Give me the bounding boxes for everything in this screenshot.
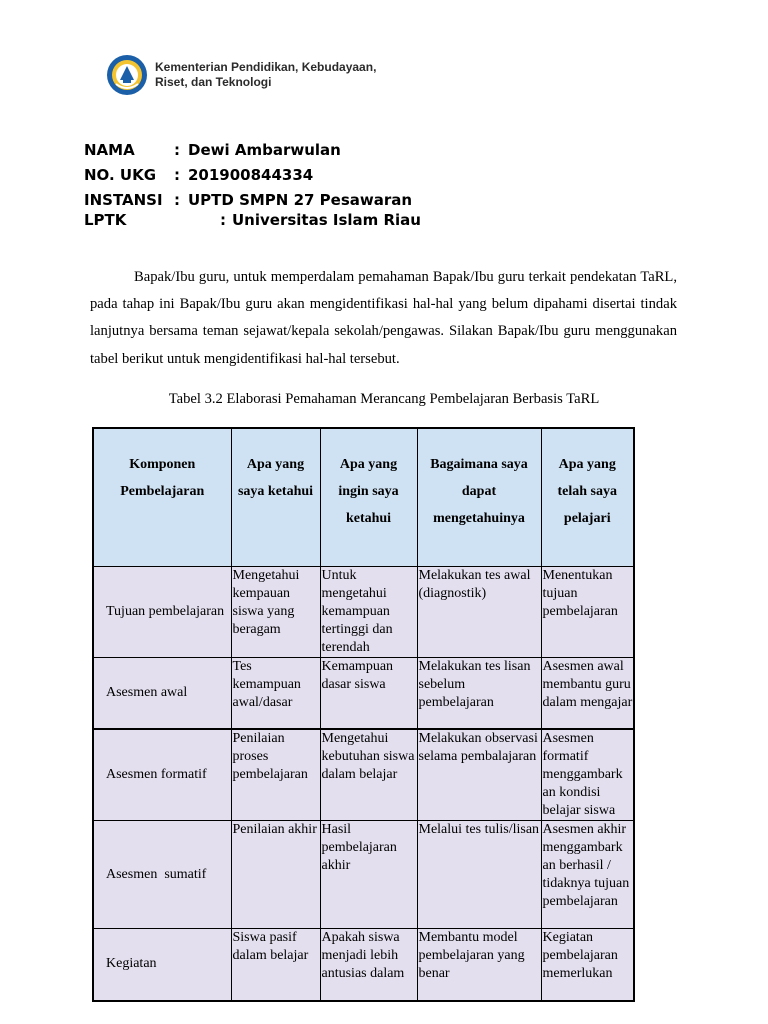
table-row bbox=[93, 929, 634, 1001]
ukg-value: 201900844334 bbox=[188, 166, 314, 184]
table-cell: Kegiatan bbox=[93, 929, 231, 1001]
header-komponen: Komponen Pembelajaran bbox=[93, 428, 231, 566]
table-cell: Penilaian akhir bbox=[231, 821, 320, 929]
colon: : bbox=[174, 166, 180, 184]
table-cell: Mengetahui kempauan siswa yang beragam bbox=[231, 566, 320, 657]
nama-label: NAMA bbox=[84, 141, 135, 159]
table-cell: Asesmen formatif menggambark an kondisi belajar siswa bbox=[541, 729, 634, 821]
instansi-value: UPTD SMPN 27 Pesawaran bbox=[188, 191, 413, 209]
header-apa-ingin-diketahui: Apa yang ingin saya ketahui bbox=[320, 428, 417, 566]
table-cell: Melakukan tes awal (diagnostik) bbox=[417, 566, 541, 657]
table-cell: Apakah siswa menjadi lebih antusias dalam bbox=[320, 929, 417, 1001]
table-caption: Tabel 3.2 Elaborasi Pemahaman Merancang Pembelajaran Berbasis TaRL bbox=[168, 391, 600, 407]
header-apa-dipelajari: Apa yang telah saya pelajari bbox=[541, 428, 634, 566]
header-apa-diketahui: Apa yang saya ketahui bbox=[231, 428, 320, 566]
ministry-name-line2: Riset, dan Teknologi bbox=[155, 75, 272, 89]
nama-value: Dewi Ambarwulan bbox=[188, 141, 341, 159]
instansi-label: INSTANSI bbox=[84, 191, 163, 209]
ministry-name-line1: Kementerian Pendidikan, Kebudayaan, bbox=[155, 60, 377, 74]
table-cell: Tujuan pembelajaran bbox=[93, 566, 231, 657]
tarl-table bbox=[92, 427, 635, 1002]
table-cell: Untuk mengetahui kemampuan tertinggi dan terendah bbox=[320, 566, 417, 657]
table-cell: Asesmen awal bbox=[93, 657, 231, 729]
table-row bbox=[93, 657, 634, 729]
table-cell: Penilaian proses pembelajaran bbox=[231, 729, 320, 821]
table-cell: Kegiatan pembelajaran memerlukan bbox=[541, 929, 634, 1001]
colon: : bbox=[174, 141, 180, 159]
table-row bbox=[93, 566, 634, 657]
table-cell: Membantu model pembelajaran yang benar bbox=[417, 929, 541, 1001]
lptk-value: Universitas Islam Riau bbox=[232, 211, 421, 229]
lptk-label: LPTK bbox=[84, 211, 127, 229]
table-cell: Tes kemampuan awal/dasar bbox=[231, 657, 320, 729]
colon: : bbox=[174, 191, 180, 209]
table-cell: Siswa pasif dalam belajar bbox=[231, 929, 320, 1001]
table-cell: Kemampuan dasar siswa bbox=[320, 657, 417, 729]
table-cell: Melakukan observasi selama pembalajaran bbox=[417, 729, 541, 821]
table-cell: Asesmen akhir menggambark an berhasil / tidaknya tujuan pembelajaran bbox=[541, 821, 634, 929]
table-header-row bbox=[93, 428, 634, 566]
table-row bbox=[93, 821, 634, 929]
table-cell: Asesmen formatif bbox=[93, 729, 231, 821]
table-cell: Asesmen sumatif bbox=[93, 821, 231, 929]
table-cell: Mengetahui kebutuhan siswa dalam belajar bbox=[320, 729, 417, 821]
table-cell: Menentukan tujuan pembelajaran bbox=[541, 566, 634, 657]
ministry-emblem-icon bbox=[106, 54, 148, 96]
table-cell: Melakukan tes lisan sebelum pembelajaran bbox=[417, 657, 541, 729]
ukg-label: NO. UKG bbox=[84, 166, 157, 184]
header-bagaimana: Bagaimana saya dapat mengetahuinya bbox=[417, 428, 541, 566]
table-cell: Melalui tes tulis/lisan bbox=[417, 821, 541, 929]
table-cell: Hasil pembelajaran akhir bbox=[320, 821, 417, 929]
ministry-logo bbox=[106, 54, 376, 96]
table-cell: Asesmen awal membantu guru dalam mengajar bbox=[541, 657, 634, 729]
intro-paragraph: Bapak/Ibu guru, untuk memperdalam pemahaman Bapak/Ibu guru terkait pendekatan TaRL, pada tahap ini Bapak/Ibu guru akan mengidentifikasi hal-hal yang belum dipahami disertai tindak lanjutnya bersama teman sejawat/kepala sekolah/pengawas. Silakan Bapak/Ibu guru menggunakan tabel berikut untuk mengidentifikasi hal-hal tersebut. bbox=[90, 269, 677, 367]
colon: : bbox=[220, 211, 226, 229]
table-row bbox=[93, 729, 634, 821]
